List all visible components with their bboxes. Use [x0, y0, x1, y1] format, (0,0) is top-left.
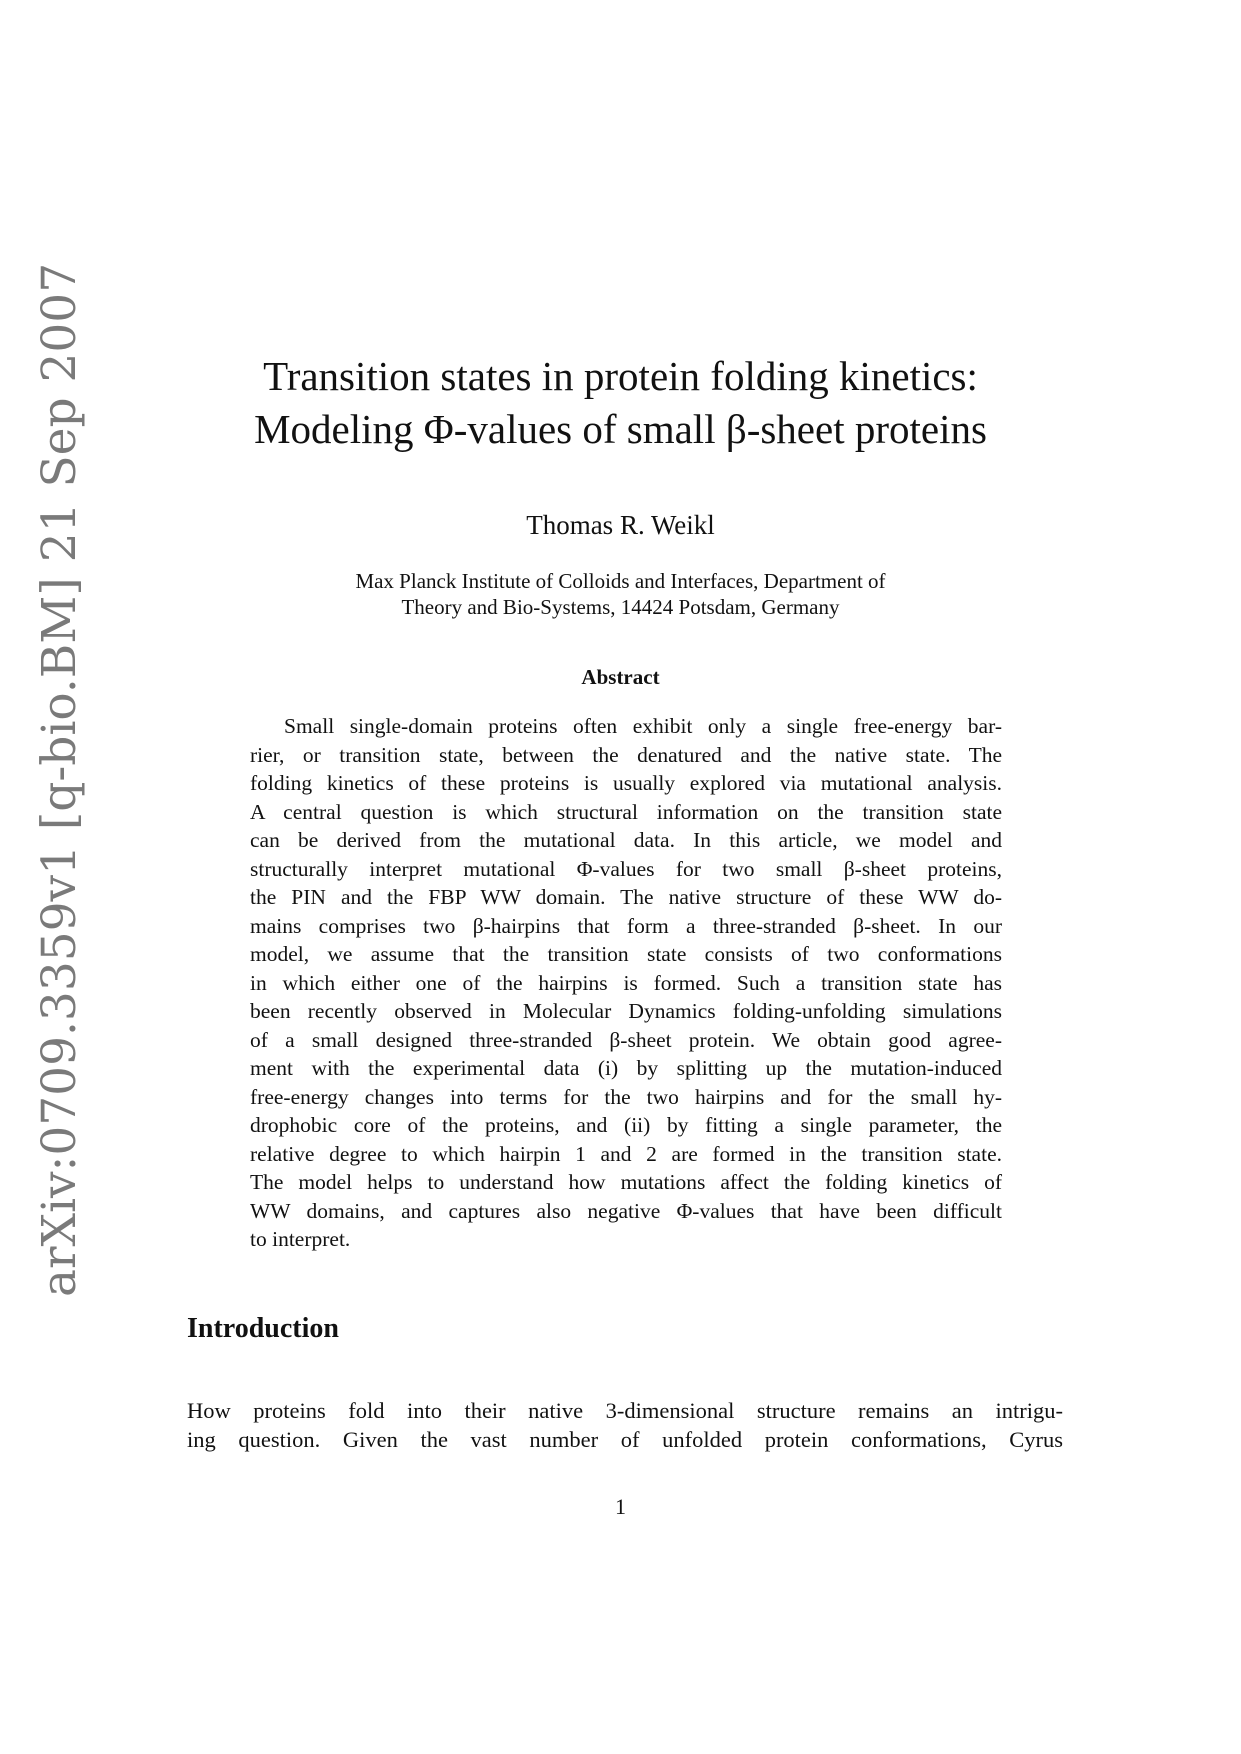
body-line: ing question. Given the vast number of unfolded protein conformations, Cyrus [187, 1427, 1063, 1452]
abstract-line: mains comprises two β-hairpins that form a three-stranded β-sheet. In our [250, 913, 1002, 938]
author-name: Thomas R. Weikl [526, 510, 715, 540]
abstract-line: drophobic core of the proteins, and (ii) by fitting a single parameter, the [250, 1113, 1002, 1137]
affiliation-line: Theory and Bio-Systems, 14424 Potsdam, Germany [401, 595, 840, 619]
page-number: 1 [615, 1494, 626, 1519]
affiliation-line: Max Planck Institute of Colloids and Interfaces, Department of [355, 569, 886, 593]
abstract-line: in which either one of the hairpins is formed. Such a transition state has [250, 970, 1002, 995]
section-heading-introduction: Introduction [187, 1313, 339, 1344]
abstract-line: to interpret. [250, 1227, 351, 1251]
abstract-line: A central question is which structural information on the transition state [250, 799, 1002, 824]
abstract-line: been recently observed in Molecular Dynamics folding-unfolding simulations [250, 999, 1002, 1023]
abstract-line: folding kinetics of these proteins is usually explored via mutational analysis. [250, 771, 1002, 795]
abstract-line: the PIN and the FBP WW domain. The native structure of these WW do- [250, 885, 1002, 909]
affiliation [0, 568, 1241, 620]
abstract-line: WW domains, and captures also negative Φ-values that have been difficult [250, 1198, 1002, 1223]
abstract-line: rier, or transition state, between the denatured and the native state. The [250, 742, 1002, 767]
abstract-line: can be derived from the mutational data. In this article, we model and [250, 828, 1002, 852]
body-line: How proteins fold into their native 3-dimensional structure remains an intrigu- [187, 1398, 1063, 1423]
abstract-line: model, we assume that the transition state consists of two conformations [250, 942, 1002, 966]
abstract-line: of a small designed three-stranded β-sheet protein. We obtain good agree- [250, 1027, 1002, 1052]
abstract-line: structurally interpret mutational Φ-values for two small β-sheet proteins, [250, 856, 1002, 881]
paper-title [0, 350, 1241, 456]
abstract-line: The model helps to understand how mutations affect the folding kinetics of [250, 1170, 1002, 1194]
abstract-heading: Abstract [581, 665, 660, 689]
title-line: Transition states in protein folding kinetics: [263, 353, 978, 399]
abstract-line: free-energy changes into terms for the two hairpins and for the small hy- [250, 1084, 1002, 1109]
abstract-line: Small single-domain proteins often exhibit only a single free-energy bar- [284, 714, 1002, 738]
abstract-line: ment with the experimental data (i) by splitting up the mutation-induced [250, 1056, 1002, 1080]
arxiv-identifier-stamp: arXiv:0709.3359v1 [q-bio.BM] 21 Sep 2007 [32, 262, 87, 1297]
body-text [187, 1396, 1063, 1454]
abstract-line: relative degree to which hairpin 1 and 2 are formed in the transition state. [250, 1141, 1002, 1166]
abstract-body [250, 712, 1002, 1254]
title-line: Modeling Φ-values of small β-sheet proteins [254, 406, 987, 452]
